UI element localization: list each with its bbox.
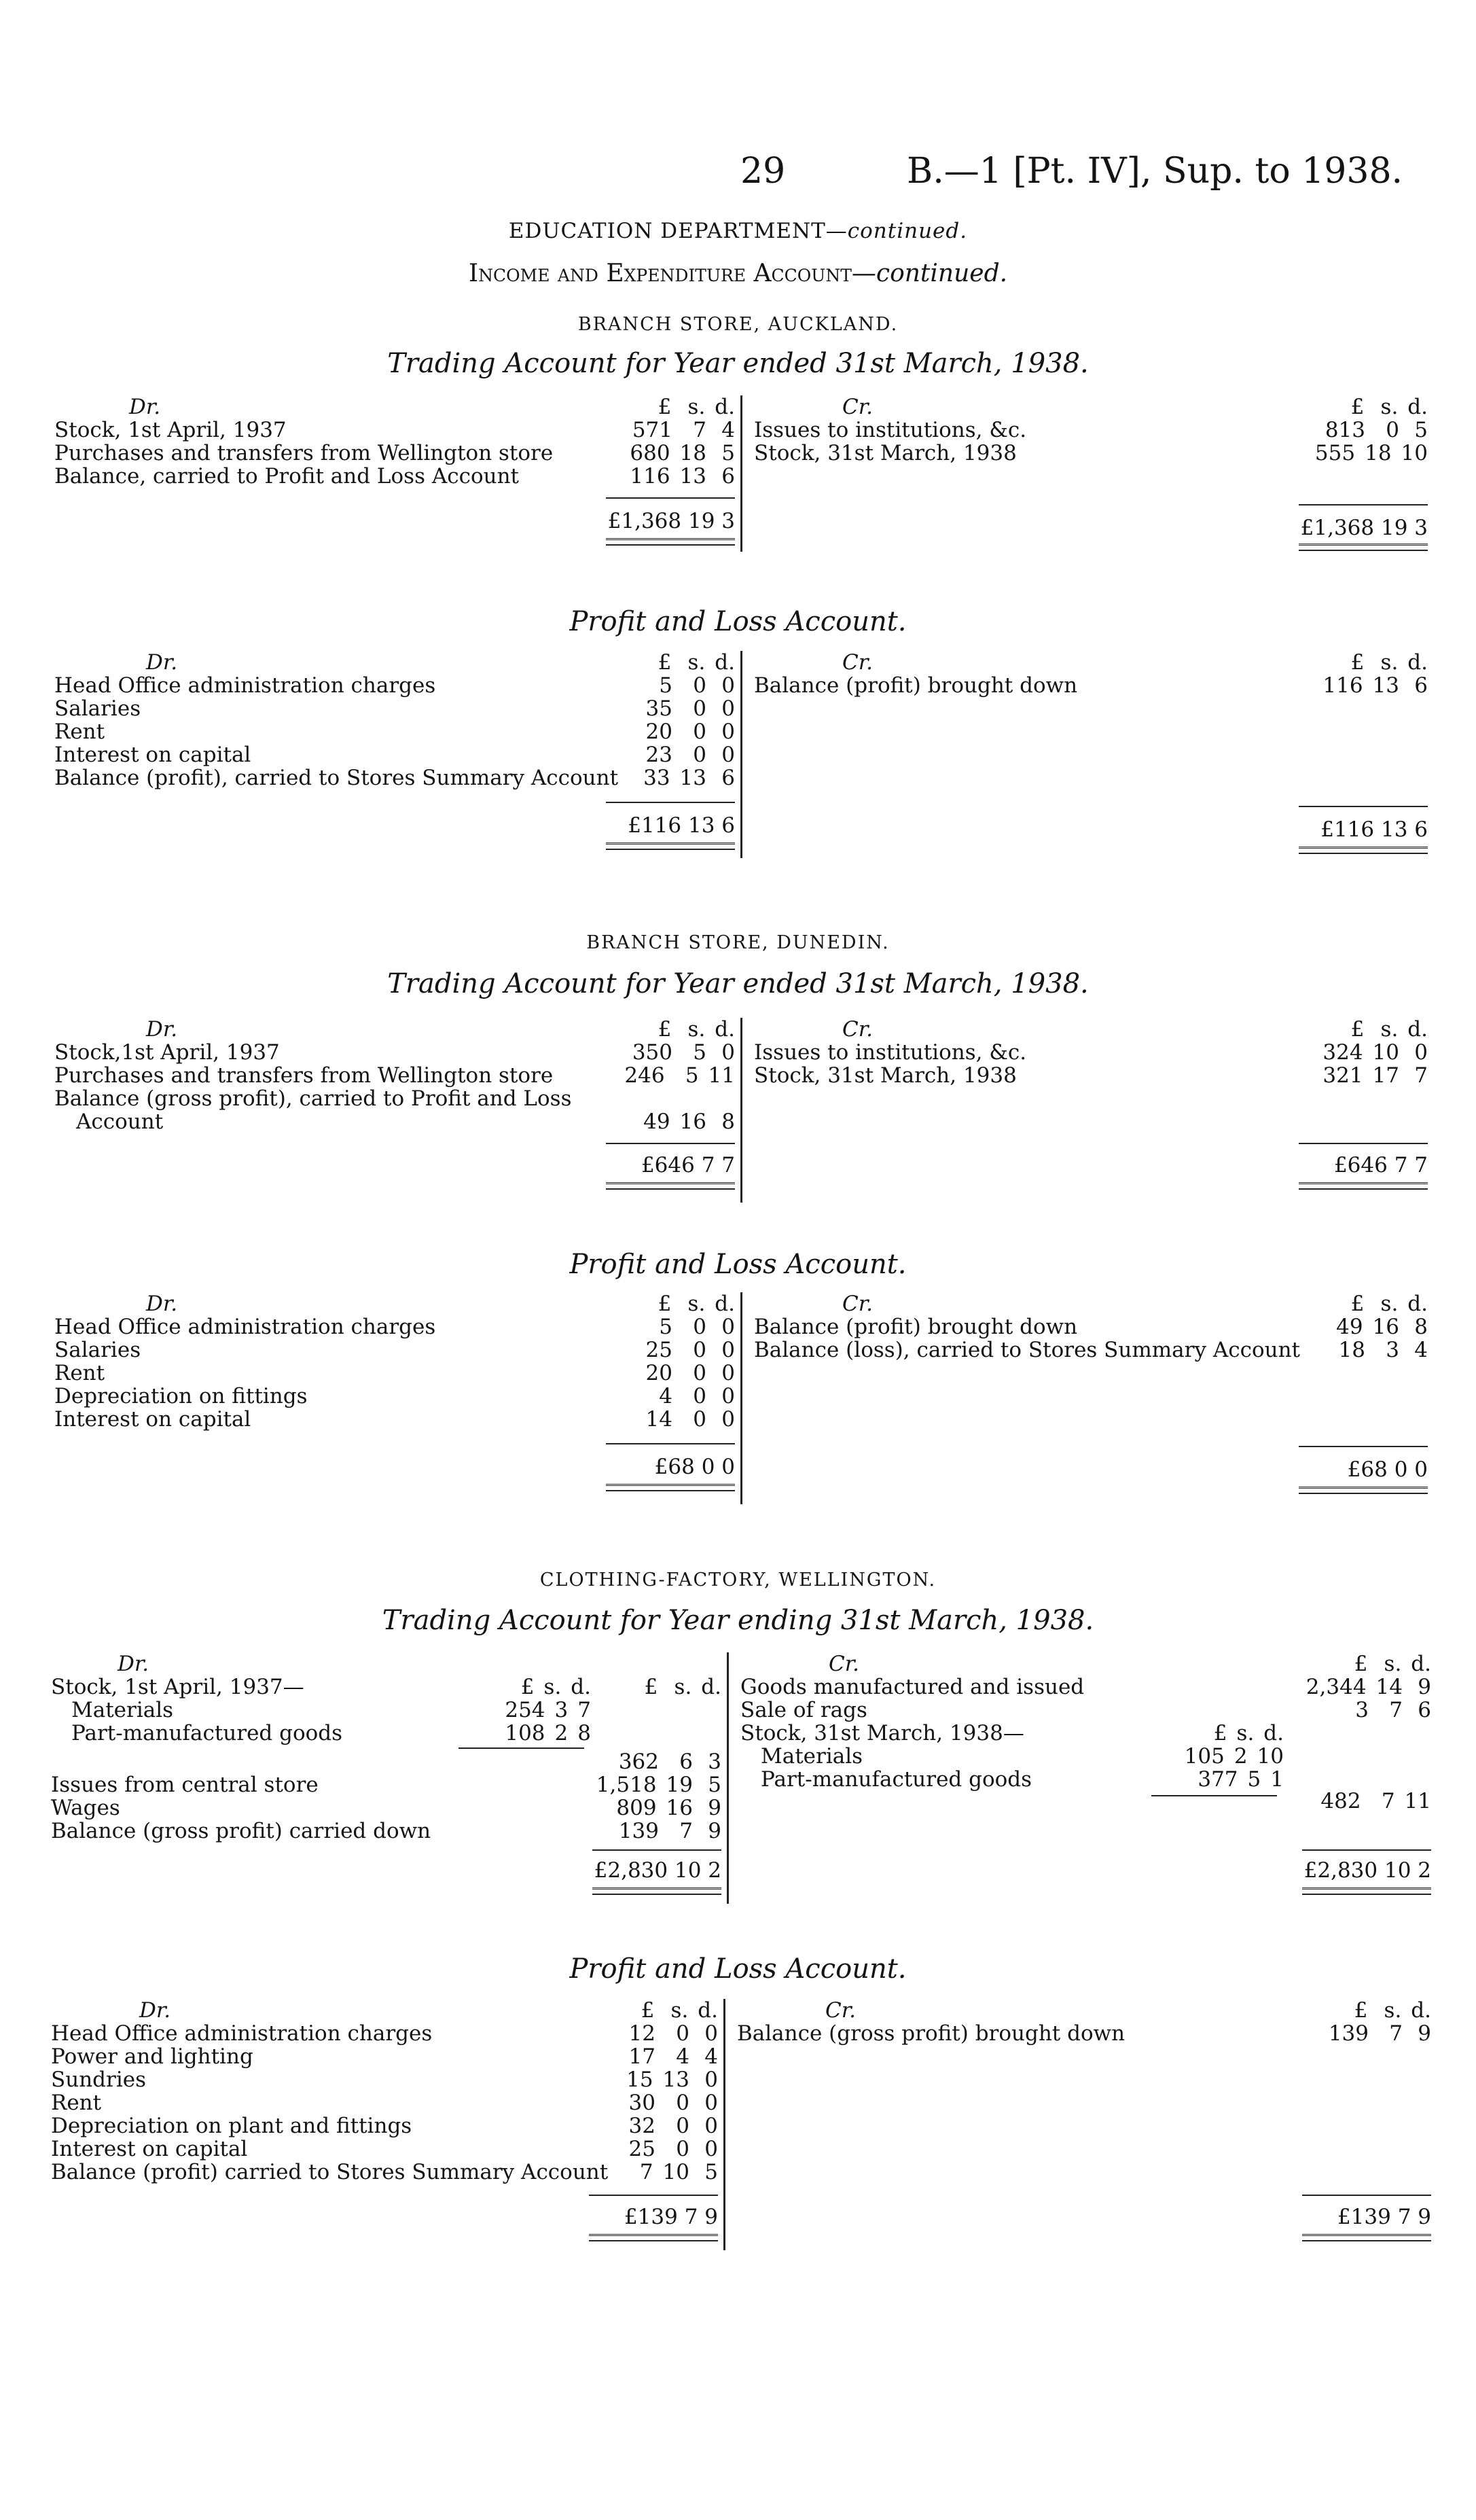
amount-header: £ s. d. [1350,650,1428,675]
sub-amount-header: £ s. d. [520,1675,591,1699]
amount-header: £ s. d. [658,1017,735,1042]
auckland-trading-account [48,395,1433,552]
credit-side [734,1652,1437,1904]
total: £116 13 6 [628,813,735,838]
dunedin-section-title: BRANCH STORE, DUNEDIN. [586,932,890,953]
ledger-row: Stock,1st April, 1937 350 5 0 [54,1040,735,1065]
debit-side [48,651,742,858]
total: £2,830 10 2 [1303,1858,1431,1883]
credit-side [747,395,1433,552]
ledger-row: Depreciation on plant and fittings 32 0 0 [51,2114,718,2138]
ledger-row: Balance (profit), carried to Stores Summary Account 33 13 6 [54,766,735,790]
auckland-section-title: BRANCH STORE, AUCKLAND. [577,314,899,335]
auckland-profit-loss-account [48,651,1433,858]
ledger-row: Balance, carried to Profit and Loss Account 116 13 6 [54,464,735,489]
ledger-row: 482 7 11 [1320,1789,1431,1813]
total: £68 0 0 [654,1455,735,1479]
double-rule [606,1182,735,1190]
rule [1299,806,1428,807]
debit-side [48,1018,742,1203]
ledger-row: Head Office administration charges 5 0 0 [54,673,735,698]
ledger-row: Head Office administration charges 12 0 0 [51,2021,718,2046]
debit-side [48,1292,742,1504]
double-rule [1299,1487,1428,1494]
ledger-row: Goods manufactured and issued 2,344 14 9 [740,1675,1431,1699]
clothing-profit-loss-account [44,1999,1437,2250]
total: £116 13 6 [1320,817,1428,842]
ledger-row: Interest on capital 14 0 0 [54,1407,735,1432]
ledger-row: Stock, 31st March, 1938 321 17 7 [754,1063,1428,1088]
income-expenditure-heading: Income and Expenditure Account—continued. [468,260,1008,287]
rule [1299,1446,1428,1447]
ledger-row: Balance (gross profit) carried down 139 7 9 [51,1819,721,1843]
dunedin-trading-title: Trading Account for Year ended 31st March, 1938. [387,968,1089,999]
total: £2,830 10 2 [594,1858,721,1883]
total: £1,368 19 3 [1300,516,1428,540]
rule [592,1849,721,1851]
ledger-row: Head Office administration charges 5 0 0 [54,1315,735,1339]
ledger-row: Stock, 31st March, 1938— £ s. d. [740,1721,1284,1745]
amount-header: £ s. d. [658,650,735,675]
dr-label: Dr. [118,1652,149,1676]
auckland-trading-title: Trading Account for Year ended 31st March, 1938. [387,348,1089,379]
ledger-row: Balance (gross profit) brought down 139 7 9 [737,2021,1431,2046]
ledger-row: Issues to institutions, &c. 324 10 0 [754,1040,1428,1065]
ledger-row: Materials 254 3 7 [71,1698,591,1722]
ledger-row: Purchases and transfers from Wellington store 680 18 5 [54,441,735,465]
ledger-row: Purchases and transfers from Wellington store 246 5 11 [54,1063,735,1088]
ledger-row: Issues to institutions, &c. 813 0 5 [754,418,1428,442]
clothing-trading-account [44,1652,1437,1904]
rule [589,2195,718,2196]
sub-amount-header: £ s. d. [1213,1721,1284,1745]
double-rule [589,2234,718,2241]
credit-side [747,651,1433,858]
credit-side [747,1292,1433,1504]
total: £68 0 0 [1347,1457,1428,1482]
ledger-row: Account 49 16 8 [76,1110,735,1134]
rule [1299,1143,1428,1144]
dunedin-profit-loss-account [48,1292,1433,1504]
total: £646 7 7 [1333,1153,1428,1177]
amount-header: £ s. d. [658,395,735,419]
double-rule [606,842,735,850]
double-rule [1299,544,1428,551]
cr-label: Cr. [842,650,873,675]
ledger-row: Materials 105 2 10 [761,1744,1284,1769]
ledger-row: Salaries 35 0 0 [54,696,735,721]
amount-header: £ s. d. [658,1292,735,1316]
clothing-pl-title: Profit and Loss Account. [569,1953,907,1985]
amount-header: £ s. d. [1354,1652,1431,1676]
ledger-row: Interest on capital 23 0 0 [54,743,735,767]
cr-label: Cr. [829,1652,859,1676]
credit-side [730,1999,1437,2250]
ledger-row: Stock, 31st March, 1938 555 18 10 [754,441,1428,465]
ledger-row: Balance (gross profit), carried to Profit and Loss [54,1086,572,1111]
total: £139 7 9 [624,2205,718,2229]
ledger-row: Interest on capital 25 0 0 [51,2137,718,2161]
double-rule [592,1887,721,1895]
dr-label: Dr. [146,650,178,675]
auckland-pl-title: Profit and Loss Account. [569,606,907,637]
double-rule [606,1484,735,1491]
ledger-row: Balance (profit) carried to Stores Summary Account 7 10 5 [51,2160,718,2184]
ledger-row: Rent 20 0 0 [54,1361,735,1385]
ledger-row: Part-manufactured goods 108 2 8 [71,1721,591,1745]
ledger-row: Depreciation on fittings 4 0 0 [54,1384,735,1408]
ledger-row: Rent 20 0 0 [54,720,735,744]
total: £139 7 9 [1337,2205,1431,2229]
rule [1302,1849,1431,1851]
rule [458,1747,584,1749]
ledger-row: Stock, 1st April, 1937— £ s. d. £ s. d. [51,1675,721,1699]
ledger-row: Sundries 15 13 0 [51,2068,718,2092]
ledger-row: Rent 30 0 0 [51,2091,718,2115]
ledger-row: 362 6 3 [618,1750,721,1774]
cr-label: Cr. [842,395,873,419]
dr-label: Dr. [129,395,161,419]
clothing-section-title: CLOTHING-FACTORY, WELLINGTON. [539,1569,937,1591]
clothing-trading-title: Trading Account for Year ending 31st March, 1938. [382,1605,1094,1636]
ledger-row: Balance (loss), carried to Stores Summary Account 18 3 4 [754,1338,1428,1362]
cr-label: Cr. [842,1292,873,1316]
double-rule [606,538,735,546]
credit-side [747,1018,1433,1203]
document-code: B.—1 [Pt. IV], Sup. to 1938. [907,151,1403,192]
amount-header: £ s. d. [1350,1292,1428,1316]
cr-label: Cr. [842,1017,873,1042]
page-number: 29 [740,151,786,192]
dr-label: Dr. [146,1292,178,1316]
double-rule [1302,1887,1431,1895]
rule [606,1443,735,1444]
ledger-row: Salaries 25 0 0 [54,1338,735,1362]
cr-label: Cr. [825,1998,856,2023]
ledger-row: Wages 809 16 9 [51,1796,721,1820]
total: £1,368 19 3 [607,509,735,533]
amount-header: £ s. d. [1354,1998,1431,2023]
double-rule [1299,847,1428,854]
double-rule [1299,1182,1428,1190]
amount-header: £ s. d. [644,1675,721,1699]
rule [606,1143,735,1144]
dr-label: Dr. [146,1017,178,1042]
ledger-row: Part-manufactured goods 377 5 1 [761,1767,1284,1792]
amount-header: £ s. d. [1350,395,1428,419]
ledger-row: Stock, 1st April, 1937 571 7 4 [54,418,735,442]
amount-header: £ s. d. [641,1998,718,2023]
amount-header: £ s. d. [1350,1017,1428,1042]
rule [1299,504,1428,505]
dr-label: Dr. [139,1998,171,2023]
dunedin-pl-title: Profit and Loss Account. [569,1249,907,1280]
total: £646 7 7 [641,1153,735,1177]
double-rule [1302,2234,1431,2241]
rule [1302,2195,1431,2196]
debit-side [44,1999,725,2250]
department-heading: EDUCATION DEPARTMENT—continued. [508,219,968,243]
ledger-row: Issues from central store 1,518 19 5 [51,1773,721,1797]
ledger-row: Power and lighting 17 4 4 [51,2044,718,2069]
rule [606,802,735,803]
ledger-row: Balance (profit) brought down 49 16 8 [754,1315,1428,1339]
debit-side [44,1652,729,1904]
dunedin-trading-account [48,1018,1433,1203]
rule [606,497,735,499]
ledger-row: Balance (profit) brought down 116 13 6 [754,673,1428,698]
debit-side [48,395,742,552]
ledger-row: Sale of rags 3 7 6 [740,1698,1431,1722]
